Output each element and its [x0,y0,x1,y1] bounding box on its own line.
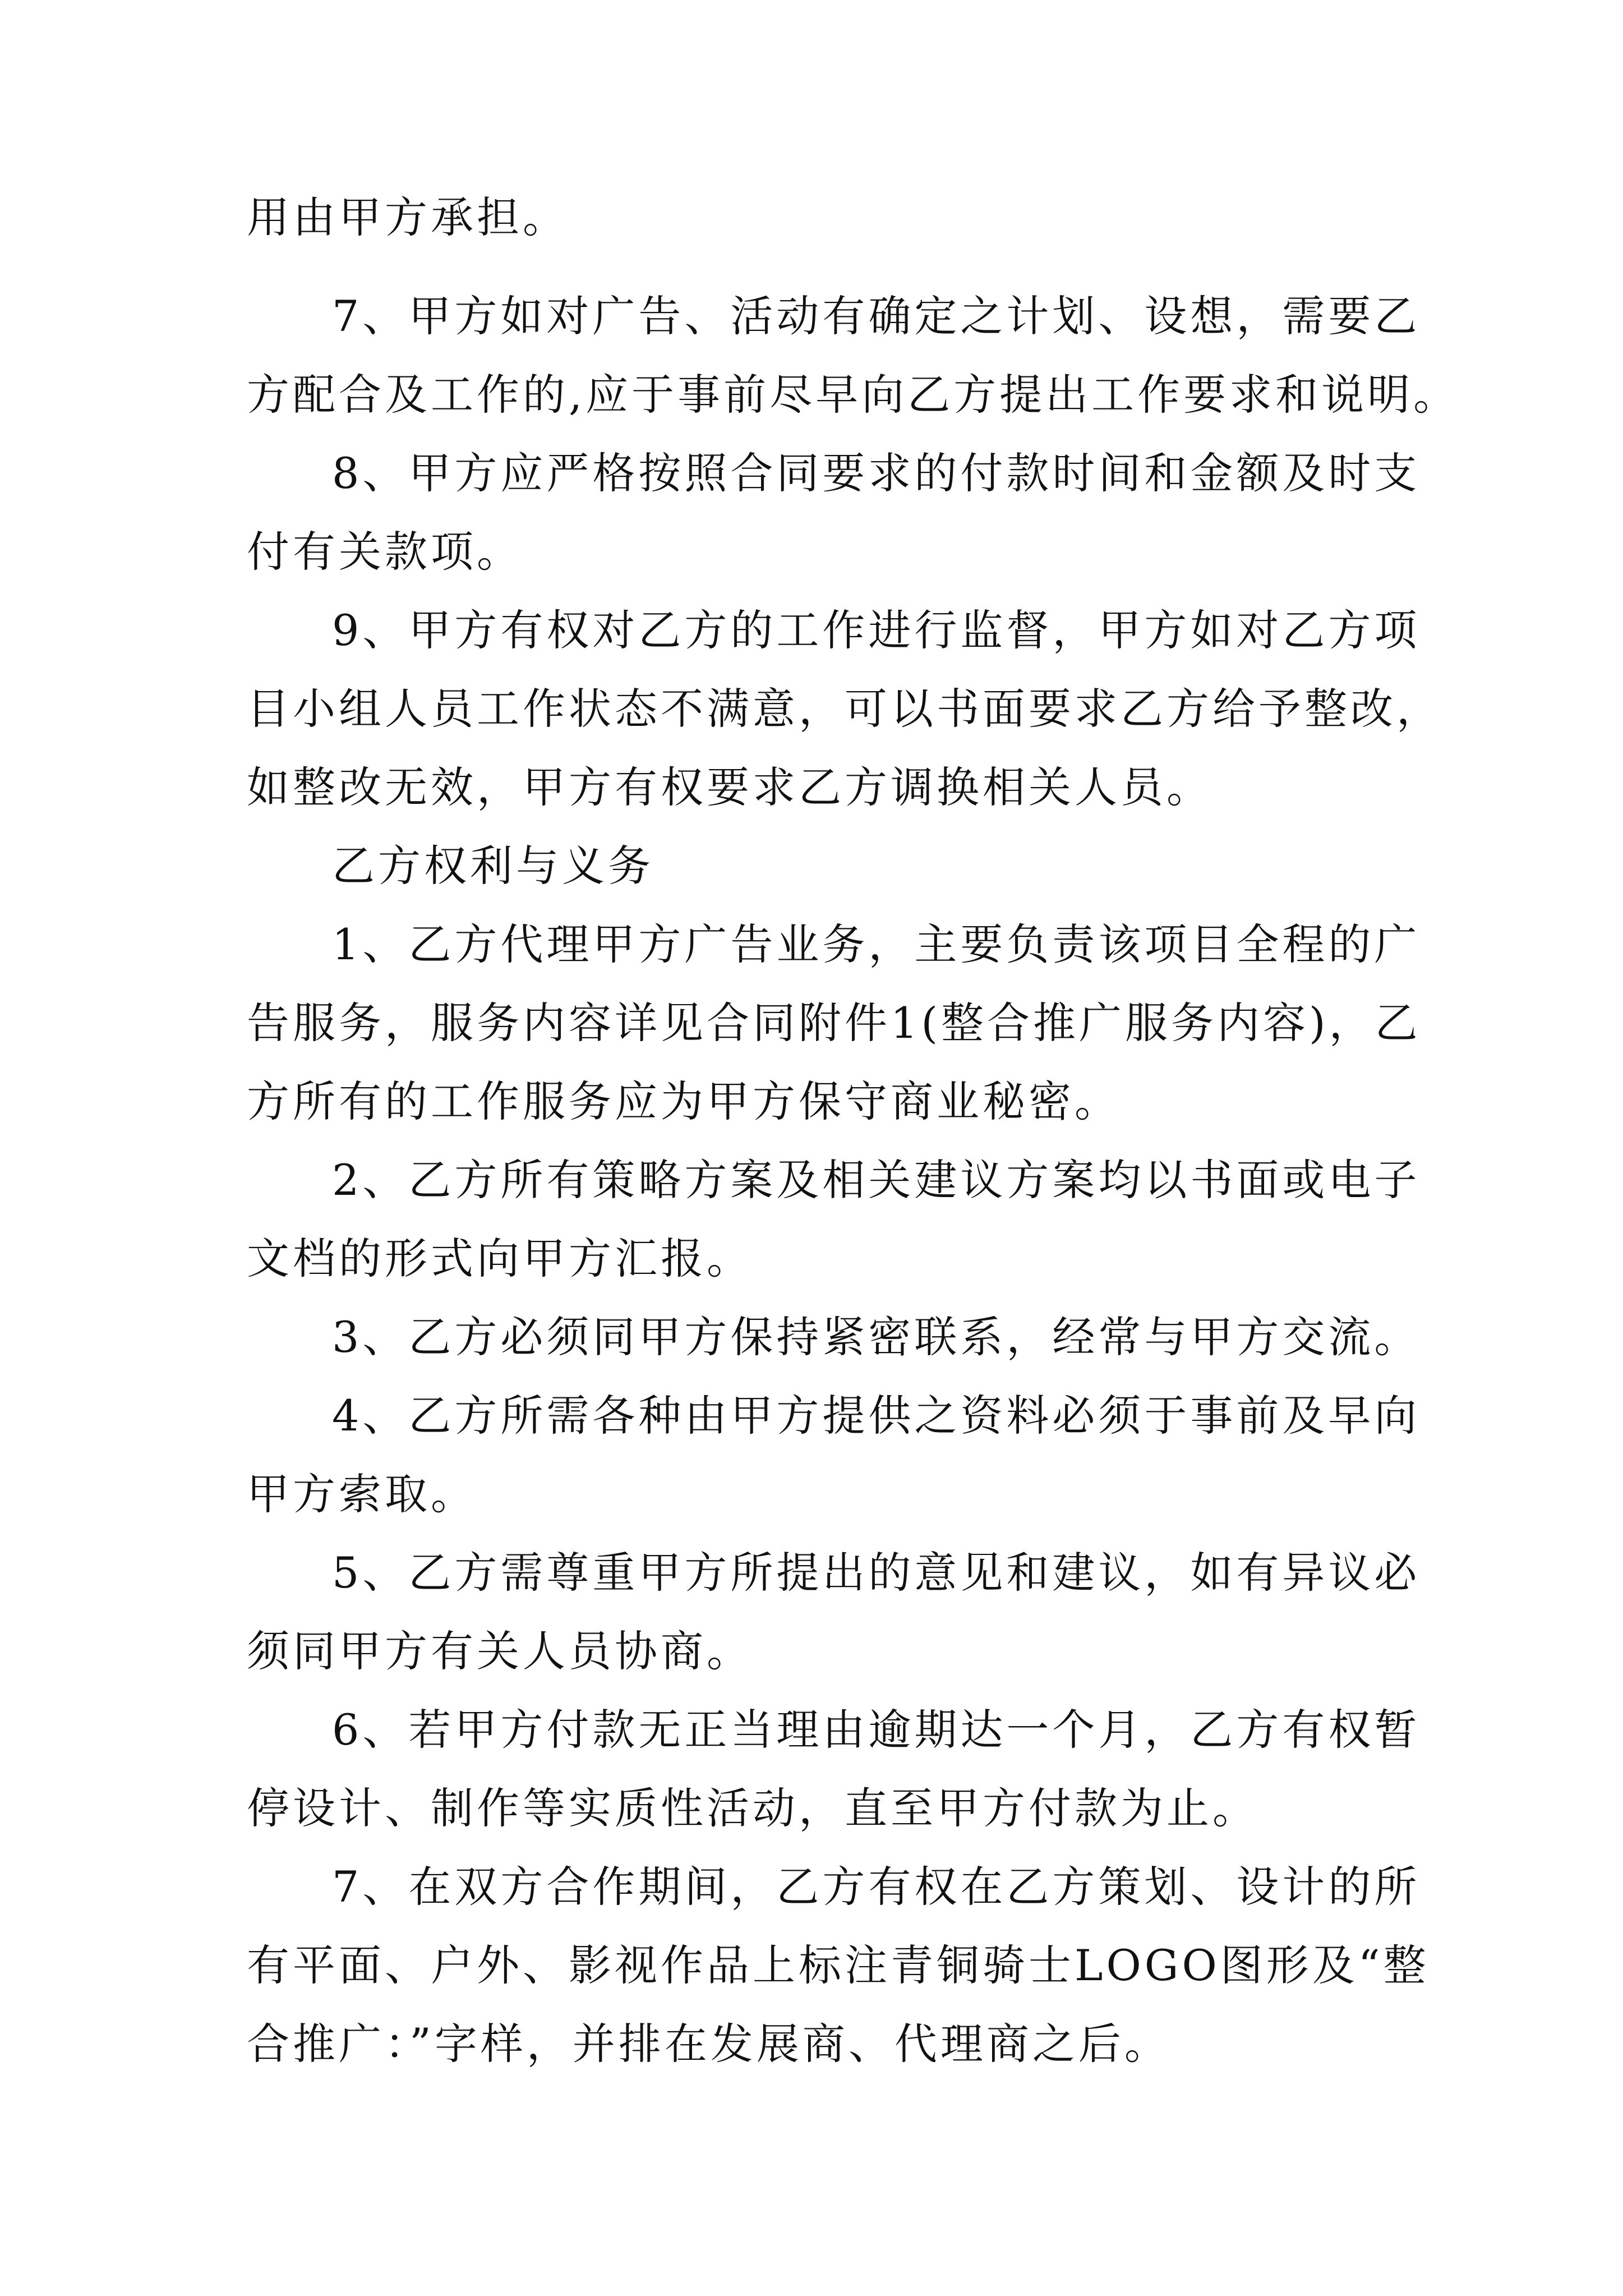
text-line: 2、乙方所有策略方案及相关建议方案均以书面或电子 [332,1155,1421,1205]
text-line: 3、乙方必须同甲方保持紧密联系，经常与甲方交流。 [332,1312,1421,1362]
text-line: 1、乙方代理甲方广告业务，主要负责该项目全程的广 [332,919,1421,969]
text-line: 合推广：”字样，并排在发展商、代理商之后。 [247,2019,1170,2069]
text-line: 8、甲方应严格按照合同要求的付款时间和金额及时支 [332,448,1421,498]
text-line: 如整改无效，甲方有权要求乙方调换相关人员。 [247,762,1212,812]
text-line: 须同甲方有关人员协商。 [247,1626,753,1676]
text-line: 5、乙方需尊重甲方所提出的意见和建议，如有异议必 [332,1548,1421,1598]
text-line: 方所有的工作服务应为甲方保守商业秘密。 [247,1076,1121,1126]
text-line: 目小组人员工作状态不满意，可以书面要求乙方给予整改， [247,684,1442,734]
text-line: 文档的形式向甲方汇报。 [247,1234,753,1283]
text-line: 甲方索取。 [247,1469,477,1519]
text-line: 6、若甲方付款无正当理由逾期达一个月，乙方有权暂 [332,1705,1421,1755]
text-line: 4、乙方所需各种由甲方提供之资料必须于事前及早向 [332,1391,1421,1441]
text-line: 方配合及工作的,应于事前尽早向乙方提出工作要求和说明。 [247,370,1460,420]
text-line: 用由甲方承担。 [247,192,569,242]
text-line: 告服务，服务内容详见合同附件1(整合推广服务内容)，乙 [247,998,1421,1048]
text-line: 9、甲方有权对乙方的工作进行监督，甲方如对乙方项 [332,605,1421,655]
text-line: 停设计、制作等实质性活动，直至甲方付款为止。 [247,1783,1258,1833]
text-line: 有平面、户外、影视作品上标注青铜骑士LOGO图形及“整 [247,1940,1430,1990]
section-heading: 乙方权利与义务 [332,841,654,891]
text-line: 7、在双方合作期间，乙方有权在乙方策划、设计的所 [332,1862,1421,1912]
text-line: 付有关款项。 [247,527,523,577]
text-line: 7、甲方如对广告、活动有确定之计划、设想，需要乙 [332,291,1421,341]
